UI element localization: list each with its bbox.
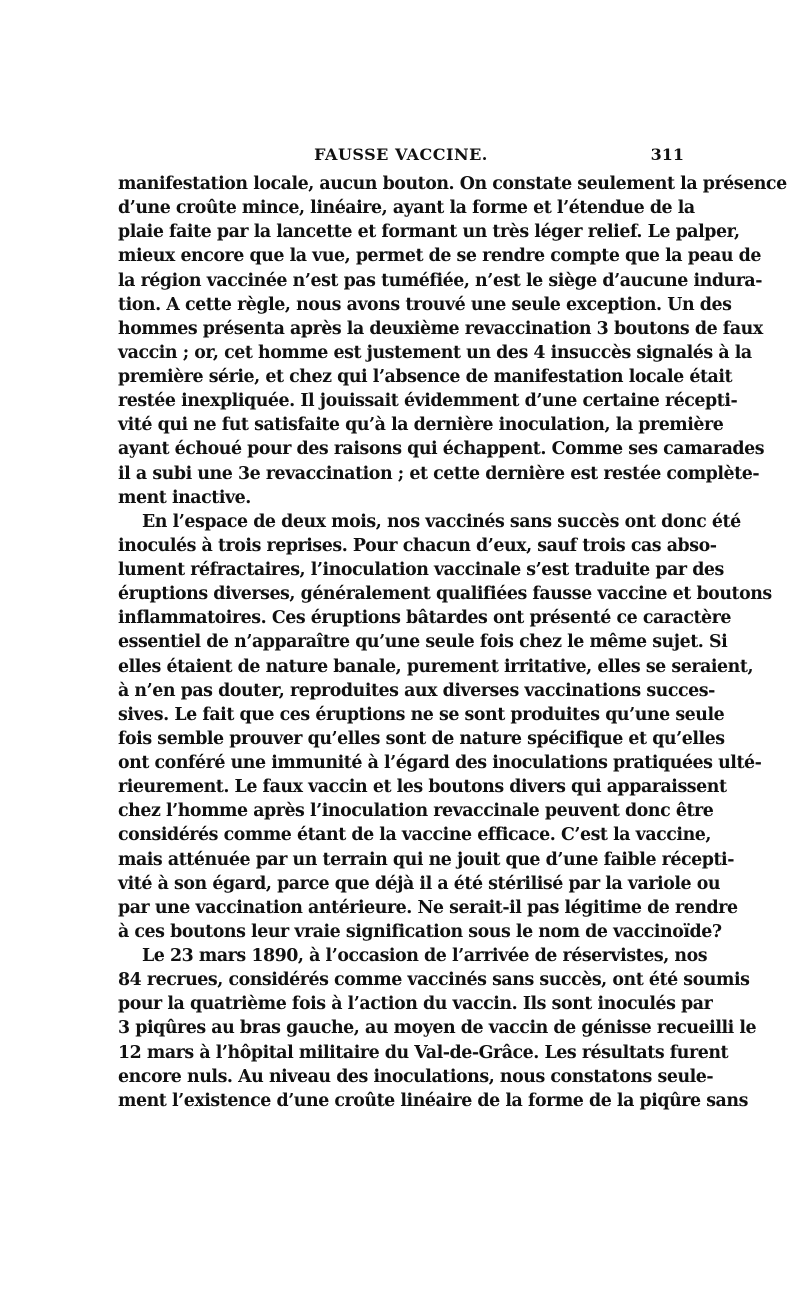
text-line: il a subi une 3e revaccination ; et cette dernière est restée complète- [118,463,760,484]
text-line: encore nuls. Au niveau des inoculations, nous constatons seule- [118,1066,714,1087]
text-line: rieurement. Le faux vaccin et les boutons divers qui apparaissent [118,777,727,798]
body-text [118,172,787,1113]
text-line: 3 piqûres au bras gauche, au moyen de vaccin de génisse recueilli le [118,1018,757,1039]
text-line: fois semble prouver qu’elles sont de nature spécifique et qu’elles [118,728,725,749]
text-line: à n’en pas douter, reproduites aux diverses vaccinations succes- [118,680,715,701]
text-line: mais atténuée par un terrain qui ne jouit que d’une faible récepti- [118,849,734,870]
text-line: par une vaccination antérieure. Ne serait-il pas légitime de rendre [118,897,738,918]
paragraph-start-line: En l’espace de deux mois, nos vaccinés sans succès ont donc été [142,511,741,532]
paragraph-start-line: Le 23 mars 1890, à l’occasion de l’arrivée de réservistes, nos [142,946,708,966]
text-line: sives. Le fait que ces éruptions ne se sont produites qu’une seule [118,704,725,725]
text-line: restée inexpliquée. Il jouissait évidemment d’une certaine récepti- [118,391,738,412]
text-line: lument réfractaires, l’inoculation vaccinale s’est traduite par des [118,560,724,580]
page-number: 311 [650,145,684,164]
text-line: la région vaccinée n’est pas tuméfiée, n’est le siège d’aucune indura- [118,270,763,291]
text-line: chez l’homme après l’inoculation revaccinale peuvent donc être [118,801,714,822]
text-line: ont conféré une immunité à l’égard des inoculations pratiquées ulté- [118,753,762,773]
text-line: considérés comme étant de la vaccine efficace. C’est la vaccine, [118,825,712,846]
text-line: pour la quatrième fois à l’action du vaccin. Ils sont inoculés par [118,994,713,1015]
text-line: tion. A cette règle, nous avons trouvé une seule exception. Un des [118,294,732,315]
paragraph-end-line: à ces boutons leur vraie signification sous le nom de vaccinoïde? [118,921,722,942]
text-line: mieux encore que la vue, permet de se rendre compte que la peau de [118,246,761,267]
paragraph-end-line: ment inactive. [118,487,251,508]
text-line: d’une croûte mince, linéaire, ayant la forme et l’étendue de la [118,198,695,219]
text-line: vité qui ne fut satisfaite qu’à la dernière inoculation, la première [118,415,724,436]
text-line: première série, et chez qui l’absence de manifestation locale était [118,367,733,387]
text-line: hommes présenta après la deuxième revaccination 3 boutons de faux [118,318,763,339]
text-line: ayant échoué pour des raisons qui échappent. Comme ses camarades [118,439,765,460]
running-title: FAUSSE VACCINE. [314,145,488,164]
text-line: manifestation locale, aucun bouton. On constate seulement la présence [118,174,787,194]
text-line: éruptions diverses, généralement qualifiées fausse vaccine et boutons [118,584,772,605]
text-line: inflammatoires. Ces éruptions bâtardes ont présenté ce caractère [118,608,731,629]
text-line: inoculés à trois reprises. Pour chacun d’eux, sauf trois cas abso- [118,535,717,556]
text-line: 12 mars à l’hôpital militaire du Val-de-Grâce. Les résultats furent [118,1042,729,1063]
text-line: essentiel de n’apparaître qu’une seule fois chez le même sujet. Si [118,632,728,653]
text-line: 84 recrues, considérés comme vaccinés sans succès, ont été soumis [118,970,750,991]
text-line: vité à son égard, parce que déjà il a été stérilisé par la variole ou [118,873,721,894]
text-line: ment l’existence d’une croûte linéaire de la forme de la piqûre sans [118,1090,748,1111]
text-line: elles étaient de nature banale, purement irritative, elles se seraient, [118,656,754,677]
running-head [118,144,684,166]
text-line: plaie faite par la lancette et formant un très léger relief. Le palper, [118,222,740,243]
text-line: vaccin ; or, cet homme est justement un des 4 insuccès signalés à la [118,342,752,363]
